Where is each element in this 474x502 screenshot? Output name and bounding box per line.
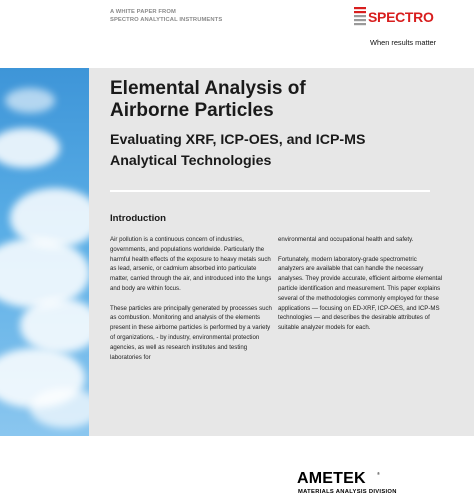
document-title-line2: Airborne Particles bbox=[110, 100, 274, 121]
spectro-logo bbox=[353, 4, 471, 52]
ametek-trademark: ® bbox=[377, 471, 380, 476]
white-paper-label-line1: A WHITE PAPER FROM bbox=[110, 9, 176, 15]
paragraph: These particles are principally generated by processes such as combustion. Monitoring and analysis of the elements present in these airborne particles is performed by a variety of organizations, - by industry, environmental protection agencies, as well as research institutes and testing laboratories for bbox=[110, 304, 272, 361]
ametek-division: MATERIALS ANALYSIS DIVISION bbox=[298, 489, 397, 495]
paragraph: environmental and occupational health and safety. bbox=[278, 236, 414, 243]
document-title-line1: Elemental Analysis of bbox=[110, 78, 306, 99]
ametek-logo-text: AMETEK bbox=[297, 470, 366, 487]
spectro-logo-mark-icon bbox=[353, 6, 367, 28]
paragraph: Fortunately, modern laboratory-grade spectrometric analyzers are available that can handle the necessary analyses. They provide accurate, efficient airborne elemental particle identification and measurement. This paper explains several of the methodologies commonly employed for these applications — focusing on ED-XRF, ICP-OES, and ICP-MS technologies — and describes the desirable attributes of suitable analyzer models for each. bbox=[278, 255, 443, 332]
spectro-logo-text: SPECTRO bbox=[368, 9, 434, 25]
title-divider bbox=[110, 190, 430, 192]
spectro-tagline: When results matter bbox=[370, 38, 437, 47]
white-paper-label bbox=[110, 8, 222, 24]
document-subtitle-line2: Analytical Technologies bbox=[110, 153, 272, 169]
white-paper-label-line2: SPECTRO ANALYTICAL INSTRUMENTS bbox=[110, 17, 223, 23]
ametek-logo bbox=[297, 470, 457, 500]
document-subtitle-line1: Evaluating XRF, ICP-OES, and ICP-MS bbox=[110, 132, 366, 148]
body-column-right bbox=[278, 235, 443, 343]
section-heading-introduction: Introduction bbox=[110, 213, 166, 224]
document-subtitle bbox=[110, 130, 430, 172]
body-column-left bbox=[110, 235, 275, 372]
document-title bbox=[110, 78, 440, 122]
paragraph: Air pollution is a continuous concern of industries, governments, and populations worldwide. Particularly the harmful health effects of the exposure to heavy metals such as lead, arsenic, or cadmium absorbed into particulate matter, carried through the air, and introduced into the lungs and body are within focus. bbox=[110, 236, 272, 292]
